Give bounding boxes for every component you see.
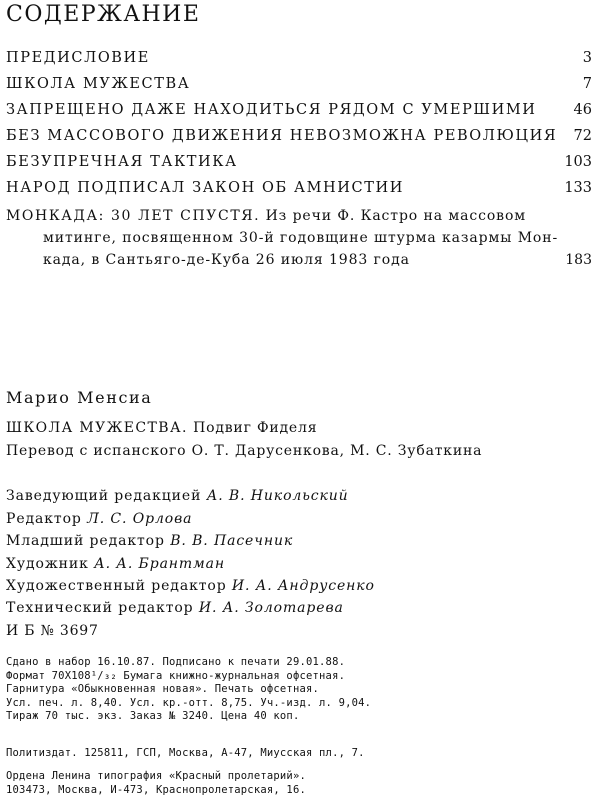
- toc-entry-page: 72: [573, 128, 592, 144]
- toc-entry-title: ПРЕДИСЛОВИЕ: [6, 50, 150, 66]
- print-detail-line: Усл. печ. л. 8,40. Усл. кр.-отт. 8,75. Уч.-изд. л. 9,04.: [6, 696, 372, 709]
- toc-entry-title: МОНКАДА: 30 ЛЕТ СПУСТЯ.: [6, 208, 261, 224]
- toc-entry-title: БЕЗ МАССОВОГО ДВИЖЕНИЯ НЕВОЗМОЖНА РЕВОЛЮЦИЯ: [6, 128, 558, 144]
- toc-entry-line: [6, 208, 526, 224]
- toc-heading: СОДЕРЖАНИЕ: [6, 2, 201, 27]
- ib-number: И Б № 3697: [6, 623, 99, 639]
- staff-role: Младший редактор: [6, 533, 165, 549]
- toc-entry[interactable]: [6, 180, 592, 202]
- toc-entry-page: 3: [582, 50, 592, 66]
- toc-entry-page: 46: [573, 102, 592, 118]
- toc-entry-title: ЗАПРЕЩЕНО ДАЖЕ НАХОДИТЬСЯ РЯДОМ С УМЕРШИМИ: [6, 102, 537, 118]
- toc-entry-monkada[interactable]: [6, 208, 592, 274]
- staff-role: Технический редактор: [6, 600, 194, 616]
- toc-entry-description-line: митинге, посвященном 30-й годовщине штурма казармы Мон-: [43, 230, 559, 246]
- toc-entry-title: БЕЗУПРЕЧНАЯ ТАКТИКА: [6, 154, 238, 170]
- toc-entry-page: 133: [564, 180, 592, 196]
- toc-entry[interactable]: [6, 128, 592, 150]
- toc-entry-page: 7: [582, 76, 592, 92]
- staff-line: [6, 600, 344, 616]
- toc-entry-description: Из речи Ф. Кастро на массовом: [265, 208, 527, 224]
- toc-entry[interactable]: [6, 76, 592, 98]
- staff-line: [6, 488, 349, 504]
- publisher-address: Политиздат. 125811, ГСП, Москва, А-47, Миусская пл., 7.: [6, 747, 365, 759]
- staff-name: А. В. Никольский: [206, 488, 349, 504]
- print-detail-line: Сдано в набор 16.10.87. Подписано к печати 29.01.88.: [6, 656, 346, 668]
- translation-credit: Перевод с испанского О. Т. Дарусенкова, М. С. Зубаткина: [6, 443, 483, 459]
- staff-role: Заведующий редакцией: [6, 488, 202, 504]
- toc-entry-description-line: када, в Сантьяго-де-Куба 26 июля 1983 года: [43, 252, 410, 268]
- staff-role: Редактор: [6, 511, 82, 527]
- staff-name: Л. С. Орлова: [87, 511, 193, 527]
- printer-line: 103473, Москва, И-473, Краснопролетарская, 16.: [6, 783, 306, 796]
- staff-role: Художник: [6, 556, 89, 572]
- toc-entry[interactable]: [6, 154, 592, 176]
- toc-entry-title: НАРОД ПОДПИСАЛ ЗАКОН ОБ АМНИСТИИ: [6, 180, 404, 196]
- staff-line: [6, 511, 192, 527]
- toc-entry-page: 103: [564, 154, 592, 170]
- staff-line: [6, 533, 293, 549]
- staff-name: И. А. Андрусенко: [231, 578, 375, 594]
- book-subtitle: Подвиг Фиделя: [193, 420, 318, 436]
- toc-entry[interactable]: [6, 50, 592, 72]
- toc-entry[interactable]: [6, 102, 592, 124]
- print-details: [6, 656, 592, 724]
- toc-entry-page: 183: [565, 252, 592, 268]
- print-detail-line: Тираж 70 тыс. экз. Заказ № 3240. Цена 40 коп.: [6, 710, 300, 723]
- printer-line: Ордена Ленина типография «Красный пролетарий».: [6, 770, 306, 782]
- staff-name: И. А. Золотарева: [198, 600, 344, 616]
- author-name: Марио Менсиа: [6, 388, 153, 407]
- print-detail-line: Гарнитура «Обыкновенная новая». Печать офсетная.: [6, 683, 320, 696]
- staff-role: Художественный редактор: [6, 578, 227, 594]
- toc-entry-title: ШКОЛА МУЖЕСТВА: [6, 76, 191, 92]
- staff-line: [6, 556, 225, 572]
- book-title-line: [6, 420, 317, 436]
- staff-name: А. А. Брантман: [94, 556, 225, 572]
- book-title: ШКОЛА МУЖЕСТВА.: [6, 420, 188, 436]
- print-detail-line: Формат 70X108¹/₃₂ Бумага книжно-журнальная офсетная.: [6, 669, 346, 682]
- printer-info: [6, 770, 592, 797]
- staff-line: [6, 578, 375, 594]
- staff-name: В. В. Пасечник: [170, 533, 294, 549]
